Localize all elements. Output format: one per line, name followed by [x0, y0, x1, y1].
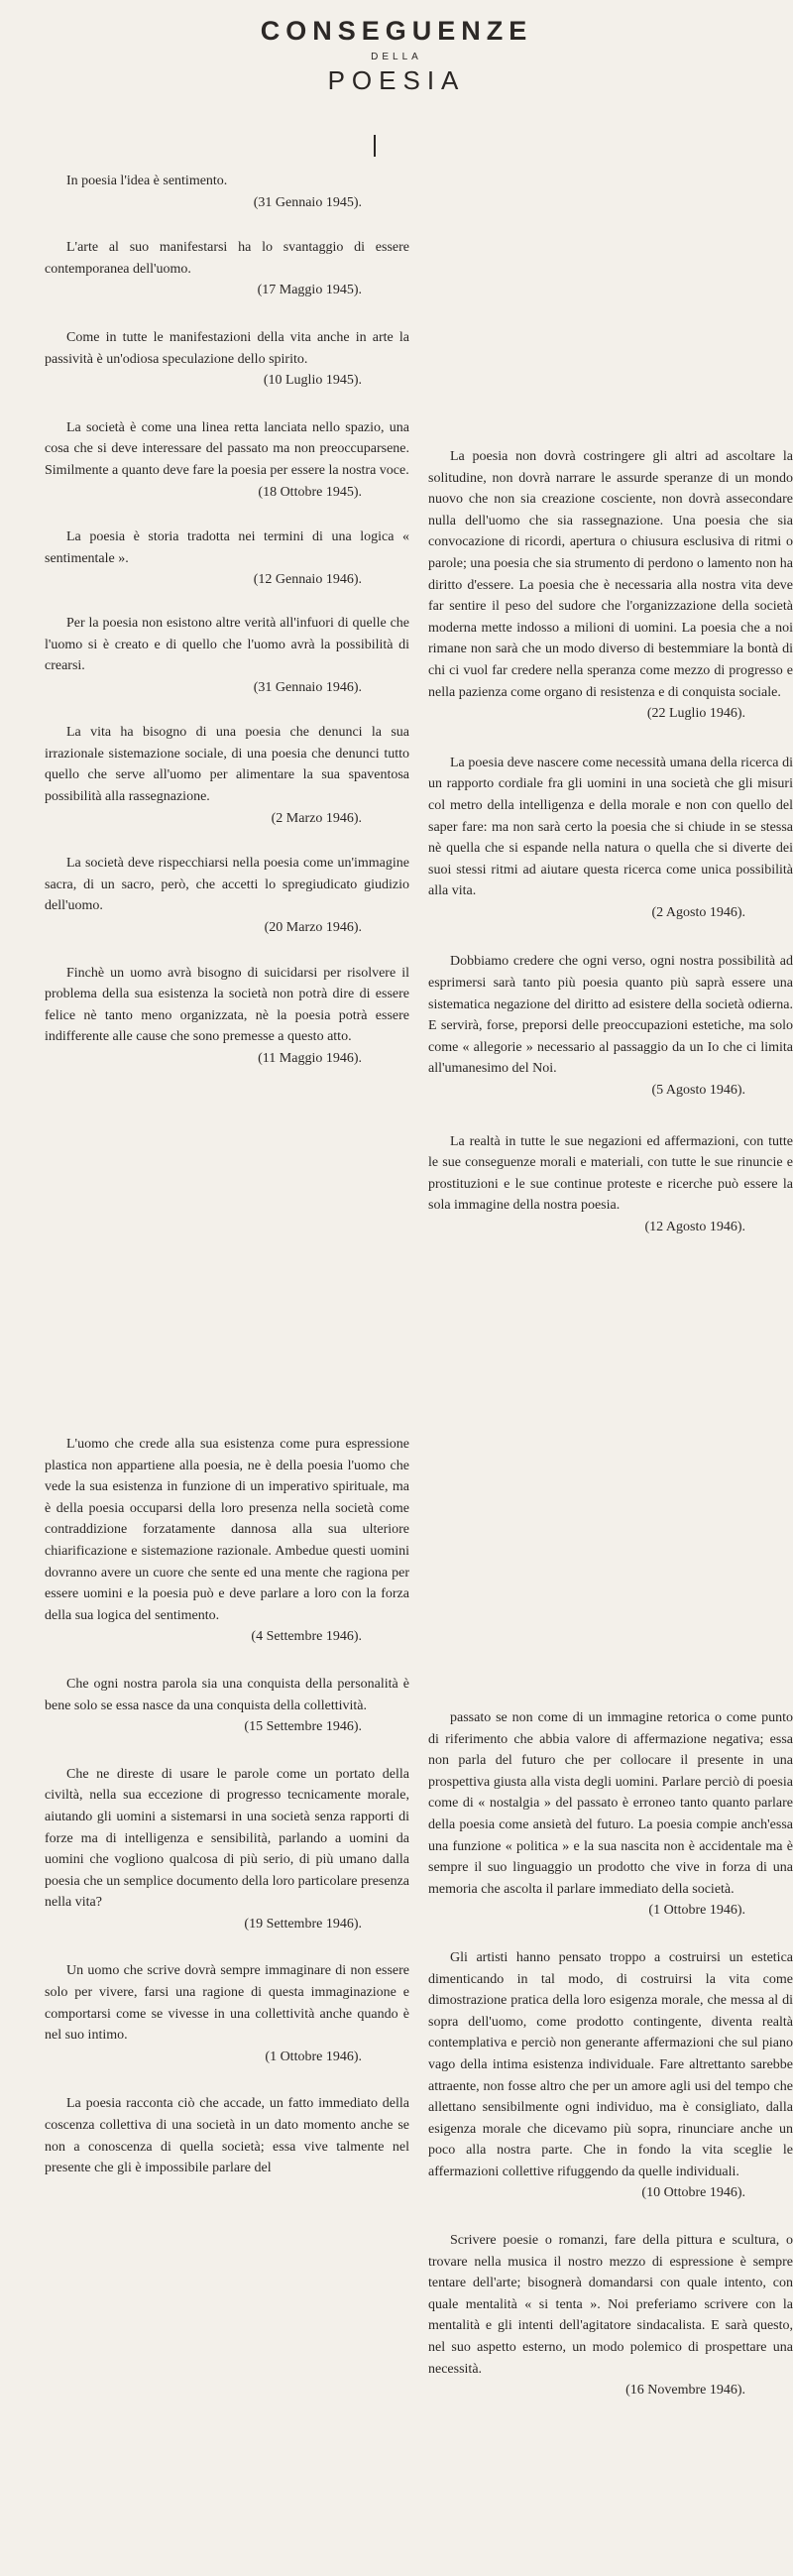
entry-text: In poesia l'idea è sentimento. [66, 174, 228, 188]
entry [45, 853, 409, 938]
entry [45, 722, 409, 829]
entry-date: (31 Gennaio 1945). [253, 194, 362, 210]
entry-text: passato se non come di un immagine retorica o come punto di riferimento che abbia valore di affermazione negativa; essa non parla del futuro che per collocare il presente in una prospettiva giusta alla vista degli uomini. Parlare perciò di poesia come di « nostalgia » del passato è erroneo tanto quanto parlare della poesia come ansietà del futuro. La poesia compie anch'essa una funzione « politica » e la sua nascita non è accidentale ma è sempre il suo linguaggio un prodotto che vive in forza di una memoria che ascolta il parlare immediato della società. [428, 1710, 793, 1897]
entry-text: Finchè un uomo avrà bisogno di suicidarsi per risolvere il problema della sua esistenza la società non potrà dire di essere felice nè tanto meno organizzata, nè la poesia potrà essere indifferente alle cause che sono premesse a questo atto. [45, 965, 409, 1045]
entry-date: (10 Ottobre 1946). [641, 2185, 745, 2201]
entry-text: La poesia racconta ciò che accade, un fatto immediato della coscenza collettiva di una società in un dato momento anche se non a conoscenza di quella società; essa vive talmente nel presente che gli è impossibile parlare del [45, 2096, 409, 2176]
entry-text: Che ne direste di usare le parole come un portato della civiltà, nella sua eccezione di progresso tecnicamente morale, aiutando gli uomini a sistemarsi in una società senza rapporti di forze ma di intelligenza e sensibilità, parlando a uomini da uomini che vogliono qualcosa di più serio, di più umano dalla poesia che un semplice documento della loro particolare presenza nella vita? [45, 1766, 409, 1911]
entry-text: La realtà in tutte le sue negazioni ed affermazioni, con tutte le sue conseguenze morali e materiali, con tutte le sue rinuncie e prostituzioni e le sue continue proteste e ricerche può essere la sola immagine della nostra poesia. [428, 1133, 793, 1214]
entry [428, 951, 793, 1101]
entry [45, 2093, 409, 2178]
entry-text: Dobbiamo credere che ogni verso, ogni nostra possibilità ad esprimersi sarà tanto più poesia quanto più saprà essere una sistematica negazione del diritto ad esistere della società odierna. E servirà, forse, preporsi delle preoccupazioni estetiche, ma solo come « allegorie » necessario al passaggio da un Io che ci limita all'umanesimo del Noi. [428, 954, 793, 1077]
entry [428, 753, 793, 924]
entry-text: Scrivere poesie o romanzi, fare della pittura e scultura, o trovare nella musica il nostro mezzo di espressione è sempre tentare dell'arte; bisognerà domandarsi con quale intento, con quale mentalità « si tenta ». Noi preferiamo scrivere con la mentalità e gli intenti dell'agitatore sindacalista. E sarà questo, nel suo aspetto esterno, un modo polemico di prospettare una necessità. [428, 2233, 793, 2377]
entry-date: (4 Settembre 1946). [251, 1629, 362, 1645]
entry-date: (12 Gennaio 1946). [253, 572, 362, 588]
title-divider [374, 135, 376, 157]
entry-date: (12 Agosto 1946). [644, 1220, 745, 1234]
section2-left-column [45, 1434, 409, 2179]
entry-date: (15 Settembre 1946). [244, 1719, 362, 1735]
entry-text: La società deve rispecchiarsi nella poesia come un'immagine sacra, di un sacro, però, che accetti lo spregiudicato giudizio dell'uomo. [45, 856, 409, 914]
entry-text: Un uomo che scrive dovrà sempre immaginare di non essere solo per vivere, farsi una ragione di questa immaginazione e comportarsi come se vivesse in una collettività anche quando è nel suo intimo. [45, 1963, 409, 2044]
entry-text: La poesia non dovrà costringere gli altri ad ascoltare la solitudine, non dovrà narrare le assurde speranze di un mondo nuovo che non sia creazione cosciente, non dovrà assecondare nulla dell'uomo che sia rassegnazione. Una poesia che sia convocazione di ricordi, apertura o chiusura esclusiva di ritmi o parole; una poesia che sia strumento di perdono o lamento non ha diritto d'essere. La poesia che è necessaria alla nostra vita deve far sentire il peso del sudore che l'organizzazione della società moderna mette indosso a milioni di uomini. La poesia che a noi rimane non sarà che un modo diverso di bestemmiare la bontà di chi ci vuol far credere nella speranza come mezzo di progresso e nella pazienza come organo di resistenza e di conquista sociale. [428, 449, 793, 700]
entry [45, 417, 409, 503]
page-subtitle: POESIA [327, 65, 466, 95]
entry-text: Come in tutte le manifestazioni della vita anche in arte la passività è un'odiosa speculazione dello spirito. [45, 329, 409, 367]
entry [45, 527, 409, 591]
entry-text: La vita ha bisogno di una poesia che denunci la sua irrazionale sistemazione sociale, di una poesia che denunci tutto quello che serve all'uomo per alimentare la sua spaventosa possibilità alla rassegnazione. [45, 725, 409, 805]
entry-text: Per la poesia non esistono altre verità all'infuori di quelle che l'uomo si è creato e di quello che l'uomo avrà la possibilità di crearsi. [45, 615, 409, 674]
entry [45, 171, 409, 213]
entry-text: Gli artisti hanno pensato troppo a costruirsi un estetica dimenticando in tal modo, di costruirsi la vita come dimostrazione pratica della loro esigenza morale, che messa al di sopra dell'uomo, come prodotto contingente, diventa realtà contemplativa e perciò non generante affermazioni che sul piano vago della intima esistenza individuale. Fare altrettanto sarebbe attraente, non fosse altro che per un amore agli usi del tempo che allettano sensibilmente ogni individuo, ma è consigliato, dalla esigenza morale che dicevamo più sopra, rinunciare anche un poco alla nostra parte. Che in fondo la vita sceglie le affermazioni collettive rifuggendo da quelle individuali. [428, 1949, 793, 2179]
entry [428, 1947, 793, 2204]
entry [428, 1131, 793, 1238]
entry [45, 327, 409, 392]
entry-date: (10 Luglio 1945). [263, 373, 362, 389]
entry [45, 1764, 409, 1935]
entry-text: La poesia deve nascere come necessità umana della ricerca di un rapporto cordiale fra gli uomini in una società che gli misuri col metro della intelligenza e della morale e non con quello del saper fare: ma non sarà certo la poesia che si chiude in se stessa nè quella che si espande nella natura o quella che si diverte dei suoi stessi ritmi ad aiutare questa ricerca come unica possibilità alla vita. [428, 755, 793, 899]
entry [45, 1960, 409, 2067]
entry-date: (22 Luglio 1946). [646, 706, 745, 722]
entry [45, 237, 409, 301]
entry-date: (19 Settembre 1946). [244, 1916, 362, 1932]
entry [45, 613, 409, 698]
entry-date: (11 Maggio 1946). [258, 1051, 362, 1066]
entry-text: La poesia è storia tradotta nei termini di una logica « sentimentale ». [45, 529, 409, 566]
entry-text: L'uomo che crede alla sua esistenza come pura espressione plastica non appartiene alla poesia, ne è della poesia l'uomo che vede la sua esistenza in funzione di un imperativo spirituale, ma è della poesia occuparsi della loro presenza nella società come contraddizione forzatamente dannosa alla sua ulteriore chiarificazione e sistemazione razionale. Ambedue questi uomini dovranno avere un cuore che sente ed una mente che ragiona per essere uomini e la poesia può e deve parlare a loro con la forza della sua logica del sentimento. [45, 1437, 409, 1623]
entry [428, 446, 793, 725]
section1-right-column [428, 446, 793, 1238]
entry-date: (1 Ottobre 1946). [648, 1903, 745, 1919]
entry-date: (17 Maggio 1945). [257, 283, 362, 298]
entry [428, 1707, 793, 1922]
entry-text: La società è come una linea retta lanciata nello spazio, una cosa che si deve interessare del passato ma non preoccuparsene. Similmente a quanto deve fare la poesia per essere la nostra voce. [45, 419, 409, 478]
section1-left-column [45, 171, 409, 1070]
entry-date: (2 Agosto 1946). [651, 904, 745, 920]
entry-text: Che ogni nostra parola sia una conquista della personalità è bene solo se essa nasce da una conquista della collettività. [45, 1676, 409, 1713]
entry-date: (16 Novembre 1946). [625, 2383, 745, 2399]
entry-date: (2 Marzo 1946). [271, 810, 362, 826]
entry-date: (1 Ottobre 1946). [265, 2049, 362, 2064]
entry [428, 2230, 793, 2401]
entry-date: (18 Ottobre 1945). [258, 484, 362, 500]
entry-text: L'arte al suo manifestarsi ha lo svantaggio di essere contemporanea dell'uomo. [45, 240, 409, 277]
page-title: CONSEGUENZE [260, 16, 533, 46]
header [0, 14, 793, 96]
entry-date: (31 Gennaio 1946). [253, 679, 362, 695]
entry-date: (5 Agosto 1946). [651, 1083, 745, 1099]
title-connector: DELLA [371, 52, 422, 62]
section2-right-column [428, 1707, 793, 2401]
entry-date: (20 Marzo 1946). [264, 920, 362, 936]
entry [45, 1674, 409, 1738]
entry [45, 963, 409, 1070]
entry [45, 1434, 409, 1648]
